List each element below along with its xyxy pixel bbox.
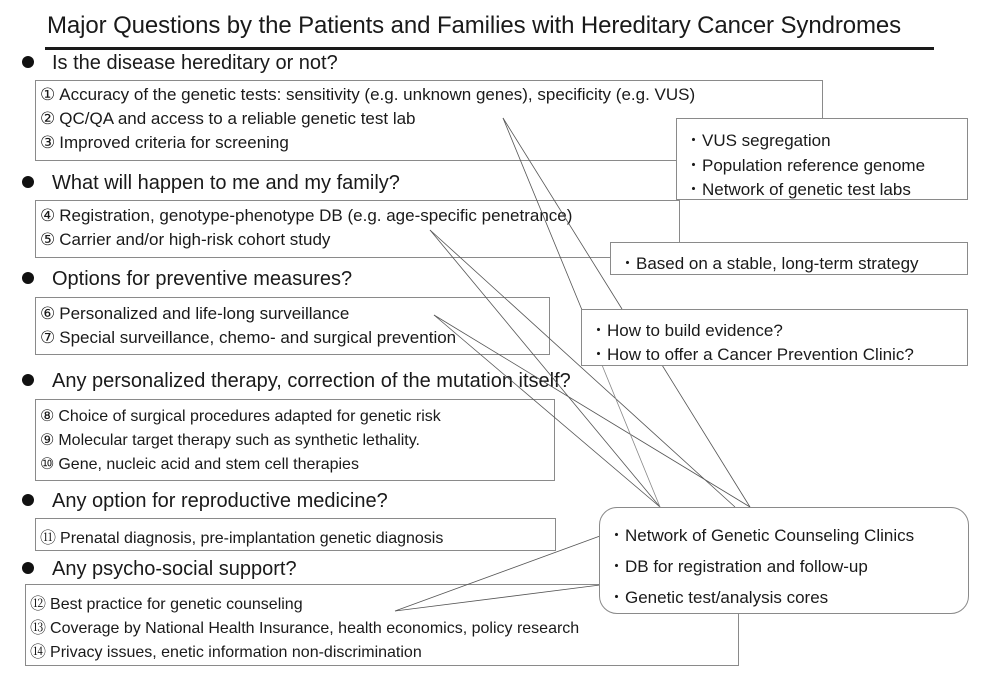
title-underline: [45, 47, 934, 50]
list-item: ⑧ Choice of surgical procedures adapted for genetic risk: [40, 408, 441, 425]
question-label: Options for preventive measures?: [52, 268, 353, 290]
question-family: [22, 172, 400, 195]
bullet-icon: [22, 176, 34, 188]
note-strategy: [610, 242, 968, 275]
note-line: ・How to build evidence?: [590, 321, 783, 340]
question-label: Any option for reproductive medicine?: [52, 490, 388, 512]
list-item: ⑬ Coverage by National Health Insurance, health economics, policy research: [30, 620, 580, 637]
question-label: Is the disease hereditary or not?: [52, 52, 338, 74]
list-item: ⑤ Carrier and/or high-risk cohort study: [40, 230, 331, 249]
note-line: ・Network of Genetic Counseling Clinics: [608, 526, 915, 545]
question-hereditary: [22, 52, 338, 75]
connector-line: [602, 365, 660, 507]
question-psychosocial: [22, 558, 297, 581]
note-line: ・Population reference genome: [685, 156, 926, 175]
question-therapy: [22, 370, 571, 393]
note-line: ・Based on a stable, long-term strategy: [619, 254, 919, 273]
bullet-icon: [22, 272, 34, 284]
list-item: ⑦ Special surveillance, chemo- and surgical prevention: [40, 328, 457, 347]
item-box-preventive: [35, 297, 550, 355]
note-line: ・VUS segregation: [685, 131, 831, 150]
item-box-family: [35, 200, 680, 258]
list-item: ⑨ Molecular target therapy such as synthetic lethality.: [40, 432, 420, 449]
note-line: ・DB for registration and follow-up: [608, 557, 868, 576]
list-item: ③ Improved criteria for screening: [40, 133, 289, 152]
item-box-therapy: [35, 399, 555, 481]
bullet-icon: [22, 374, 34, 386]
note-evidence: [581, 309, 968, 366]
note-vus: [676, 118, 968, 200]
page-title: Major Questions by the Patients and Families with Hereditary Cancer Syndromes: [47, 12, 902, 39]
list-item: ⑥ Personalized and life-long surveillance: [40, 304, 350, 323]
question-label: Any personalized therapy, correction of the mutation itself?: [52, 370, 571, 392]
list-item: ④ Registration, genotype-phenotype DB (e.g. age-specific penetrance): [40, 206, 573, 225]
bullet-icon: [22, 562, 34, 574]
list-item: ⑪ Prenatal diagnosis, pre-implantation genetic diagnosis: [40, 530, 444, 547]
bullet-icon: [22, 56, 34, 68]
question-preventive: [22, 268, 352, 291]
list-item: ① Accuracy of the genetic tests: sensitivity (e.g. unknown genes), specificity (e.g. VUS): [40, 85, 696, 104]
note-line: ・Network of genetic test labs: [685, 180, 911, 199]
bullet-icon: [22, 494, 34, 506]
list-item: ② QC/QA and access to a reliable genetic test lab: [40, 109, 416, 128]
list-item: ⑭ Privacy issues, enetic information non-discrimination: [30, 644, 422, 661]
note-line: ・How to offer a Cancer Prevention Clinic?: [590, 345, 914, 364]
question-label: Any psycho-social support?: [52, 558, 297, 580]
item-box-reproductive: [35, 518, 556, 551]
note-line: ・Genetic test/analysis cores: [608, 588, 829, 607]
note-network: [599, 507, 969, 614]
question-reproductive: [22, 490, 388, 513]
list-item: ⑫ Best practice for genetic counseling: [30, 596, 303, 613]
connector-line: [662, 365, 750, 507]
list-item: ⑩ Gene, nucleic acid and stem cell therapies: [40, 456, 359, 473]
question-label: What will happen to me and my family?: [52, 172, 400, 194]
